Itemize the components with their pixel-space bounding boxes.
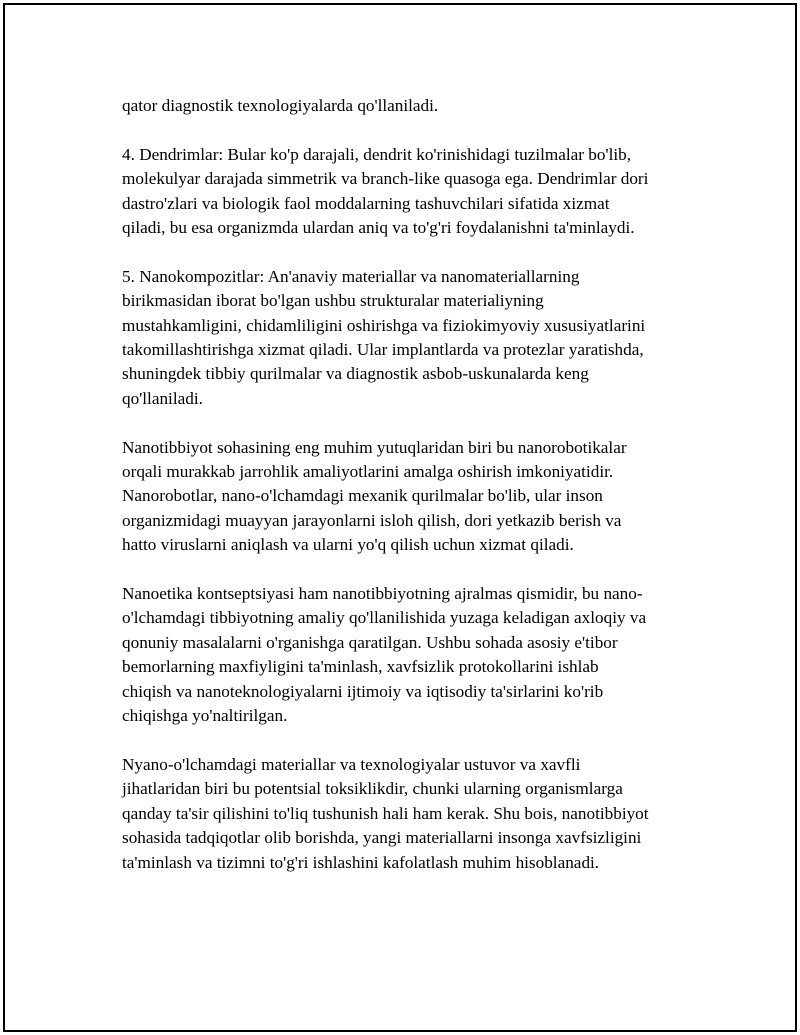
text-line: shuningdek tibbiy qurilmalar va diagnostik asbob-uskunalarda keng xyxy=(122,364,589,384)
text-line: o'lchamdagi tibbiyotning amaliy qo'llanilishida yuzaga keladigan axloqiy va xyxy=(122,608,647,628)
paragraph-nanorobotics xyxy=(122,436,682,558)
text-line: molekulyar darajada simmetrik va branch-like quasoga ega. Dendrimlar dori xyxy=(122,169,649,189)
text-line: organizmidagi muayyan jarayonlarni isloh qilish, dori yetkazib berish va xyxy=(122,510,622,530)
text-line: 5. Nanokompozitlar: An'anaviy materiallar va nanomateriallarning xyxy=(122,266,580,286)
text-line: jihatlaridan biri bu potentsial toksiklikdir, chunki ularning organismlarga xyxy=(122,779,623,799)
text-line: qonuniy masalalarni o'rganishga qaratilgan. Ushbu sohada asosiy e'tibor xyxy=(122,632,618,652)
paragraph-nanocomposites xyxy=(122,265,682,411)
text-line: qo'llaniladi. xyxy=(122,388,203,408)
text-line: Nyano-o'lchamdagi materiallar va texnologiyalar ustuvor va xavfli xyxy=(122,754,581,774)
text-line: birikmasidan iborat bo'lgan ushbu strukturalar materialiyning xyxy=(122,291,544,311)
text-line: sohasida tadqiqotlar olib borishda, yangi materiallarni insonga xavfsizligini xyxy=(122,828,642,848)
text-line: 4. Dendrimlar: Bular ko'p darajali, dendrit ko'rinishidagi tuzilmalar bo'lib, xyxy=(122,144,632,164)
text-line: dastro'zlari va biologik faol moddalarning tashuvchilari sifatida xizmat xyxy=(122,193,610,213)
paragraph-dendrimers xyxy=(122,143,682,241)
document-page xyxy=(3,3,797,1032)
paragraph-toxicity xyxy=(122,753,682,875)
text-line: Nanorobotlar, nano-o'lchamdagi mexanik qurilmalar bo'lib, ular inson xyxy=(122,486,603,506)
document-body xyxy=(122,94,682,899)
text-line: ta'minlash va tizimni to'g'ri ishlashini kafolatlash muhim hisoblanadi. xyxy=(122,852,600,872)
text-line: chiqish va nanoteknologiyalarni ijtimoiy va iqtisodiy ta'sirlarini ko'rib xyxy=(122,681,604,701)
paragraph-continuation xyxy=(122,94,682,118)
text-line: takomillashtirishga xizmat qiladi. Ular implantlarda va protezlar yaratishda, xyxy=(122,340,644,360)
text-line: bemorlarning maxfiyligini ta'minlash, xavfsizlik protokollarini ishlab xyxy=(122,657,599,677)
text-line: chiqishga yo'naltirilgan. xyxy=(122,706,288,726)
text-line: Nanotibbiyot sohasining eng muhim yutuqlaridan biri bu nanorobotikalar xyxy=(122,437,627,457)
text-line: qiladi, bu esa organizmda ulardan aniq va to'g'ri foydalanishni ta'minlaydi. xyxy=(122,218,635,238)
text-line: hatto viruslarni aniqlash va ularni yo'q qilish uchun xizmat qiladi. xyxy=(122,535,574,555)
paragraph-nanoethics xyxy=(122,582,682,728)
text-line: qanday ta'sir qilishini to'liq tushunish hali ham kerak. Shu bois, nanotibbiyot xyxy=(122,803,649,823)
text-line: mustahkamligini, chidamliligini oshirishga va fiziokimyoviy xususiyatlarini xyxy=(122,315,646,335)
text-line: orqali murakkab jarrohlik amaliyotlarini amalga oshirish imkoniyatidir. xyxy=(122,462,614,482)
text-line: qator diagnostik texnologiyalarda qo'llaniladi. xyxy=(122,96,439,115)
text-line: Nanoetika kontseptsiyasi ham nanotibbiyotning ajralmas qismidir, bu nano- xyxy=(122,584,643,604)
